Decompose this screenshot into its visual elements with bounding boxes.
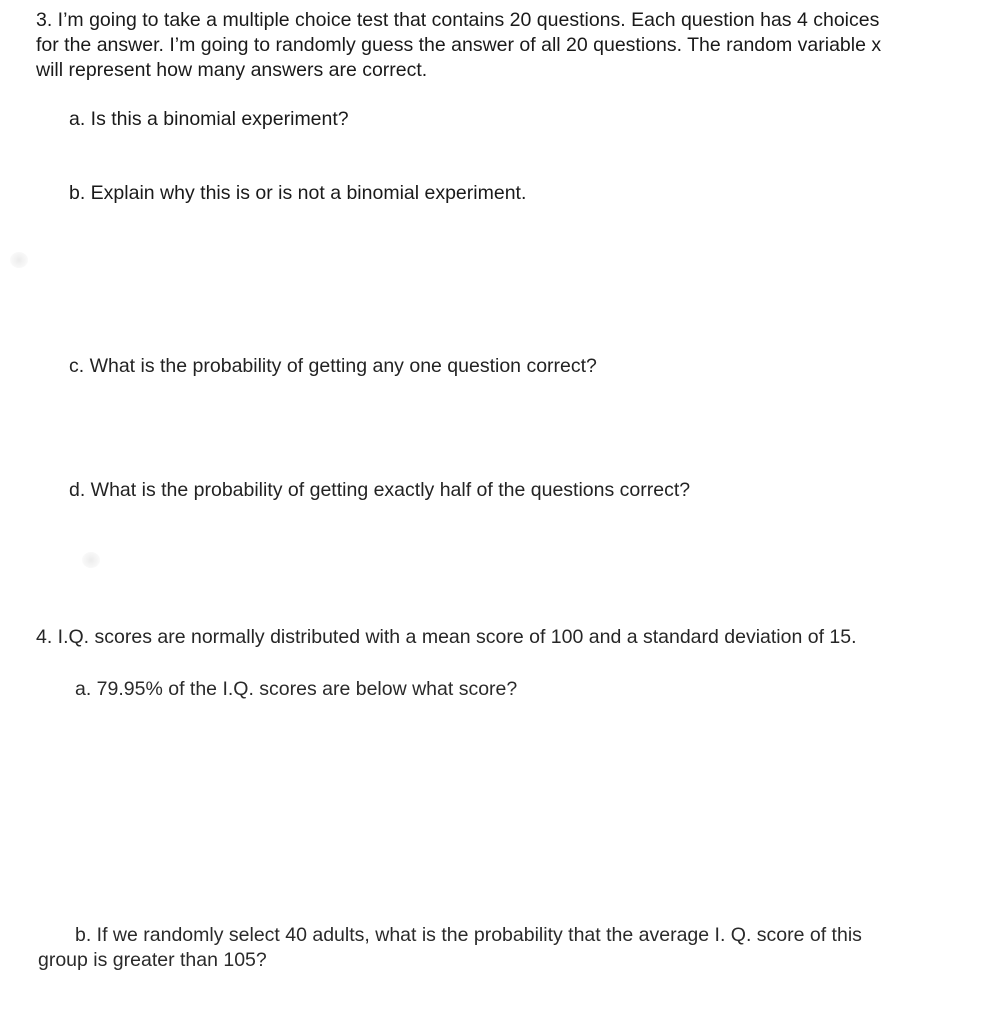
question-3-part-d: d. What is the probability of getting exactly half of the questions correct? — [69, 479, 691, 501]
question-3-stem-line-2: for the answer. I’m going to randomly guess the answer of all 20 questions. The random variable x — [36, 34, 882, 56]
question-3-stem-line-1: 3. I’m going to take a multiple choice test that contains 20 questions. Each question has 4 choices — [36, 9, 880, 31]
scan-smudge — [82, 552, 100, 568]
question-4-part-b-line-2: group is greater than 105? — [38, 949, 267, 971]
question-4-part-b-line-1: b. If we randomly select 40 adults, what is the probability that the average I. Q. score of this — [75, 924, 862, 946]
question-3-stem-line-3: will represent how many answers are correct. — [36, 59, 428, 81]
question-3-stem — [36, 8, 981, 83]
scan-smudge — [10, 252, 28, 268]
question-4-part-a: a. 79.95% of the I.Q. scores are below what score? — [75, 678, 518, 700]
question-4-part-b — [38, 923, 978, 973]
question-3-part-a: a. Is this a binomial experiment? — [69, 108, 349, 130]
question-3-part-c: c. What is the probability of getting any one question correct? — [69, 355, 597, 377]
question-4-stem: 4. I.Q. scores are normally distributed with a mean score of 100 and a standard deviation of 15. — [36, 626, 857, 648]
question-3-part-b: b. Explain why this is or is not a binomial experiment. — [69, 182, 527, 204]
